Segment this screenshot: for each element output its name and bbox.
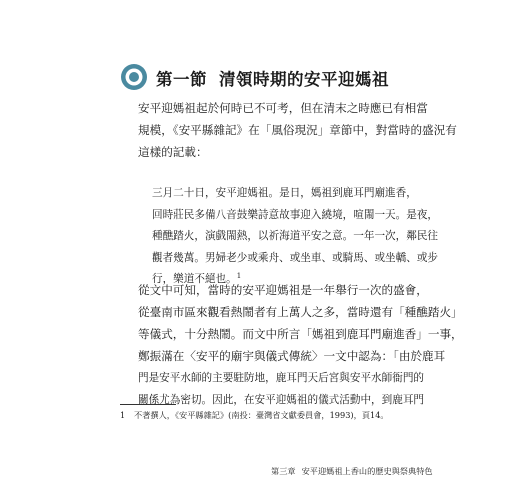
block-quote <box>152 183 438 291</box>
quote-line: 種醮踏火，演戲閙熱，以祈海道平安之意。一年一次，鄰民往 <box>152 230 439 242</box>
quote-line: 回時莊民多備八音鼓樂詩意故事迎入繞境，喧閙一天。是夜， <box>152 208 439 221</box>
paragraph-line: 從文中可知，當時的安平迎媽祖是一年舉行一次的盛會， <box>138 283 428 297</box>
running-footer <box>271 466 433 477</box>
paragraph-line: 門是安平水師的主要駐防地，鹿耳門天后宮與安平水師衙門的 <box>138 372 425 384</box>
section-heading <box>120 63 420 91</box>
paragraph-line: 從臺南市區來觀看熱鬧者有上萬人之多，當時還有「種醮踏火」 <box>138 305 463 319</box>
section-title-text: 清領時期的安平迎媽祖 <box>219 70 389 89</box>
paragraph-line: 關係尤為密切。因此，在安平迎媽祖的儀式活動中，到鹿耳門 <box>138 394 425 406</box>
footnote-number: 1 <box>120 410 126 420</box>
section-title <box>156 66 389 90</box>
paragraph-line: 安平迎媽祖起於何時已不可考，但在清末之時應已有相當 <box>138 101 428 115</box>
footnote-divider <box>120 404 176 405</box>
paragraph-line: 這樣的記載： <box>138 145 208 159</box>
footnote-text: 不著撰人，《安平縣雜記》(南投：臺灣省文獻委員會，1993)，頁14。 <box>134 410 389 420</box>
footer-title: 安平迎媽祖上香山的歷史與祭典特色 <box>301 466 433 476</box>
quote-line: 三月二十日，安平迎媽祖。是日，媽祖到鹿耳門廟進香， <box>152 187 417 199</box>
footnote-reference: 1 <box>236 272 242 280</box>
section-mark-icon <box>120 63 148 91</box>
paragraph-line: 鄭振滿在〈安平的廟宇與儀式傳統〉一文中認為：「由於鹿耳 <box>138 349 446 363</box>
paragraph-intro <box>138 97 457 163</box>
paragraph-analysis <box>138 279 463 411</box>
paragraph-line: 規模，《安平縣雜記》在「風俗現況」章節中，對當時的盛況有 <box>138 123 457 137</box>
quote-line: 觀者幾萬。男婦老少或乘舟、或坐車、或騎馬、或坐轎、或步 <box>152 251 439 264</box>
footer-chapter: 第三章 <box>271 466 296 476</box>
section-label: 第一節 <box>156 70 207 89</box>
quote-line: 行，樂道不絕也。 <box>152 273 237 285</box>
paragraph-line: 等儀式，十分熱鬧。而文中所言「媽祖到鹿耳門廟進香」一事， <box>138 327 463 341</box>
footnote <box>120 410 389 421</box>
